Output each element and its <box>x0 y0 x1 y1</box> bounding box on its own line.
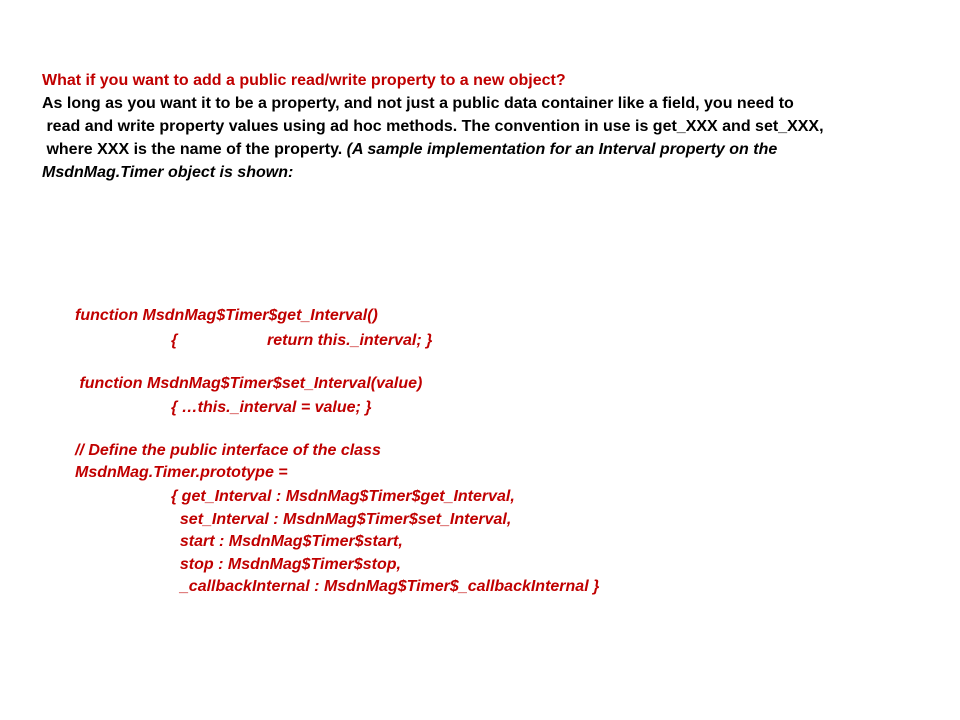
code-line-prototype: MsdnMag.Timer.prototype = <box>75 464 288 481</box>
code-line-member-start: start : MsdnMag$Timer$start, <box>171 533 403 550</box>
code-line-get-open: { <box>171 332 178 349</box>
paragraph-line-3-plain: where XXX is the name of the property. <box>42 141 347 158</box>
paragraph-line-4: MsdnMag.Timer object is shown: <box>42 164 294 181</box>
paragraph-line-1: As long as you want it to be a property, and not just a public data container like a field, you need to <box>42 95 794 112</box>
code-line-member-get: { get_Interval : MsdnMag$Timer$get_Interval, <box>171 488 515 505</box>
code-line-get-decl: function MsdnMag$Timer$get_Interval() <box>75 307 378 324</box>
paragraph-line-3 <box>42 140 777 160</box>
paragraph-line-3-italic: (A sample implementation for an Interval property on the <box>346 141 778 158</box>
code-line-get-body: return this._interval; } <box>267 332 433 349</box>
code-line-set-decl: function MsdnMag$Timer$set_Interval(value) <box>75 375 423 392</box>
code-line-member-callback: _callbackInternal : MsdnMag$Timer$_callbackInternal } <box>171 578 600 595</box>
code-line-set-body: { …this._interval = value; } <box>171 399 372 416</box>
code-line-member-stop: stop : MsdnMag$Timer$stop, <box>171 556 401 573</box>
code-line-comment: // Define the public interface of the class <box>75 442 381 459</box>
paragraph-line-2: read and write property values using ad hoc methods. The convention in use is get_XXX and set_XXX, <box>42 118 824 135</box>
question-heading: What if you want to add a public read/write property to a new object? <box>42 72 566 89</box>
code-line-member-set: set_Interval : MsdnMag$Timer$set_Interval, <box>171 511 512 528</box>
